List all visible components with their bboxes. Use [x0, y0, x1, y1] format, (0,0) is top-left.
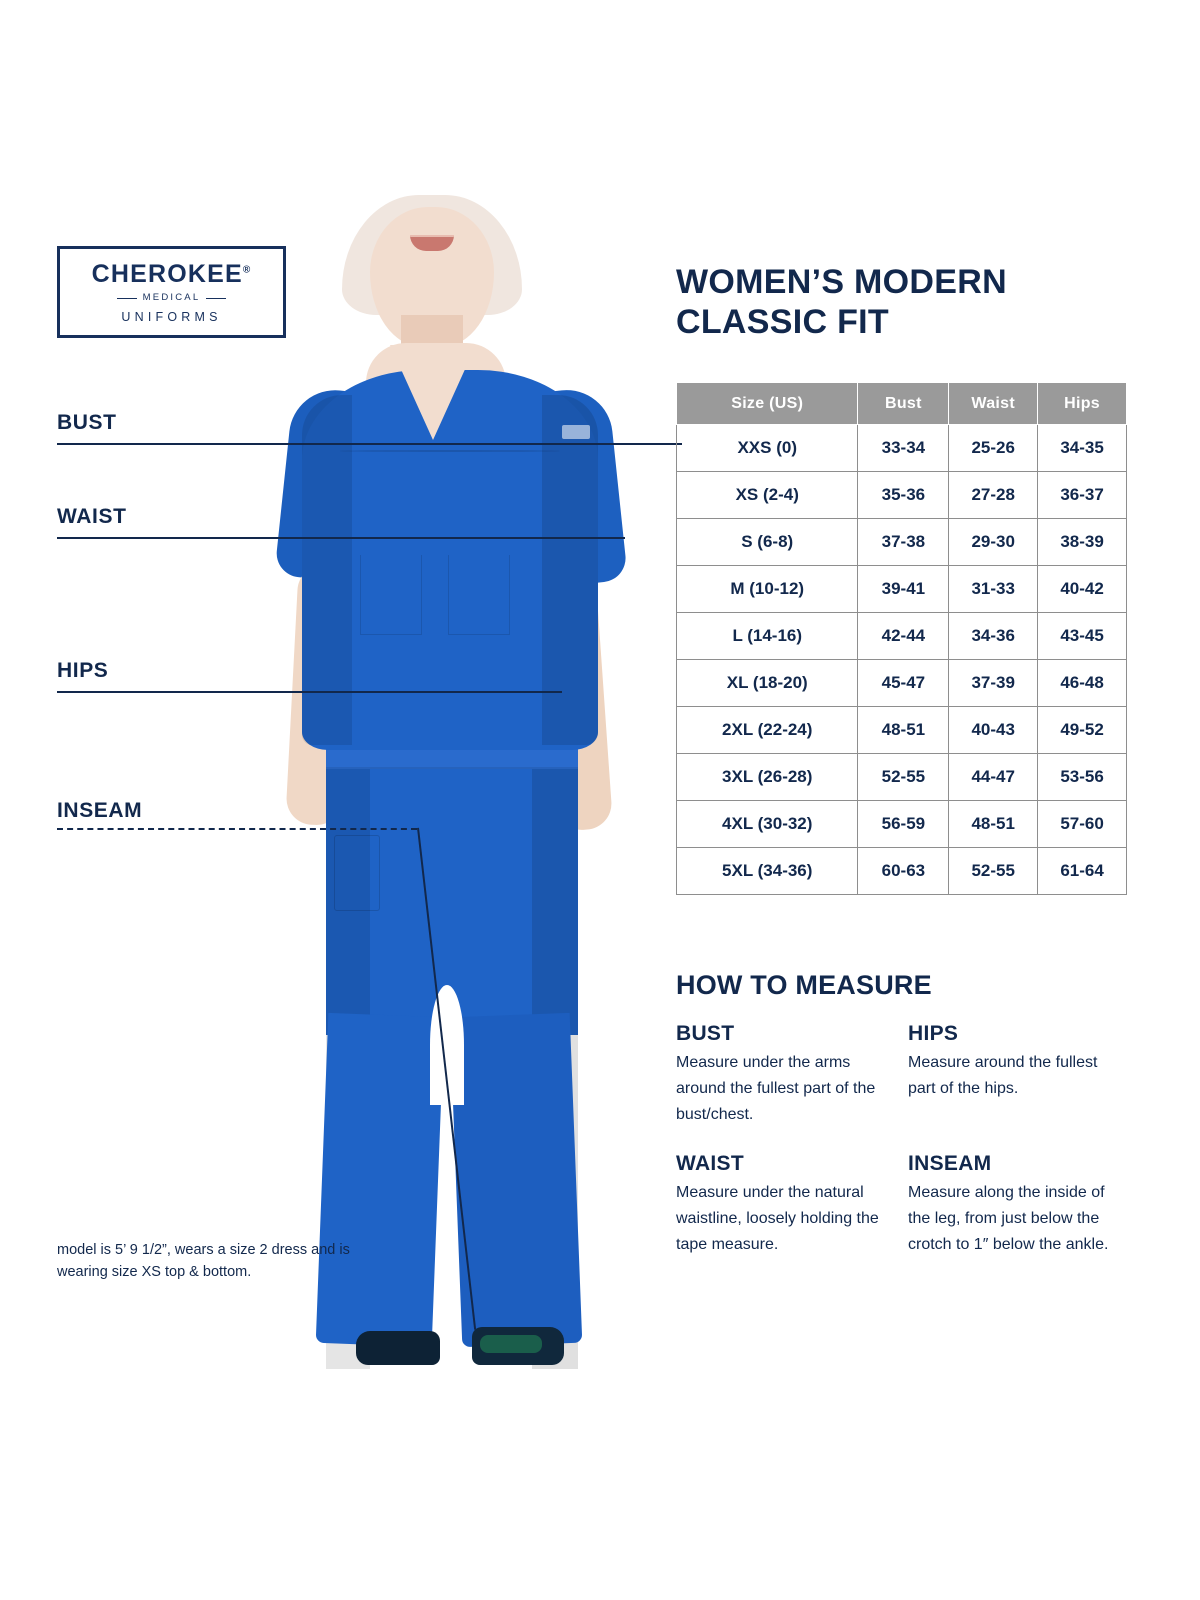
brand-name: [60, 261, 283, 287]
bust-label: BUST: [57, 411, 117, 434]
size-cell: 3XL (26-28): [677, 754, 858, 801]
measurement-cell: 37-38: [858, 519, 949, 566]
measurement-cell: 34-36: [949, 613, 1038, 660]
scrub-top-pocket-right: [448, 555, 510, 635]
how-to-measure-item-inseam: [908, 1152, 1127, 1258]
measurement-cell: 49-52: [1038, 707, 1127, 754]
scrub-top-brand-tag: [562, 425, 590, 439]
how-to-measure-title: HOW TO MEASURE: [676, 970, 932, 1000]
how-to-measure-item-waist: [676, 1152, 908, 1258]
measurement-cell: 42-44: [858, 613, 949, 660]
size-cell: 2XL (22-24): [677, 707, 858, 754]
measurement-cell: 48-51: [858, 707, 949, 754]
how-to-measure-heading-waist: WAIST: [676, 1151, 744, 1175]
measurement-cell: 45-47: [858, 660, 949, 707]
size-cell: 4XL (30-32): [677, 801, 858, 848]
table-row: [677, 707, 1127, 754]
measurement-cell: 60-63: [858, 848, 949, 895]
measurement-cell: 37-39: [949, 660, 1038, 707]
table-row: [677, 425, 1127, 472]
table-row: [677, 801, 1127, 848]
size-cell: XL (18-20): [677, 660, 858, 707]
shoe-accent: [480, 1335, 542, 1353]
model-note: model is 5’ 9 1/2”, wears a size 2 dress and is wearing size XS top & bottom.: [57, 1242, 350, 1280]
column-header-waist: Waist: [949, 383, 1038, 425]
measurement-cell: 35-36: [858, 472, 949, 519]
measurement-cell: 39-41: [858, 566, 949, 613]
measurement-cell: 46-48: [1038, 660, 1127, 707]
brand-logo: [57, 246, 286, 338]
measurement-cell: 43-45: [1038, 613, 1127, 660]
measurement-cell: 25-26: [949, 425, 1038, 472]
table-row: [677, 848, 1127, 895]
measurement-cell: 36-37: [1038, 472, 1127, 519]
how-to-measure-heading-inseam: INSEAM: [908, 1151, 992, 1175]
size-cell: XS (2-4): [677, 472, 858, 519]
page-title: WOMEN’S MODERN CLASSIC FIT: [676, 263, 1007, 342]
how-to-measure-item-bust: [676, 1022, 908, 1128]
column-header-bust: Bust: [858, 383, 949, 425]
waist-label: WAIST: [57, 505, 127, 528]
pants-cargo-pocket: [334, 835, 380, 911]
hips-label: HIPS: [57, 659, 109, 682]
how-to-measure-text-waist: Measure under the natural waistline, loosely holding the tape measure.: [676, 1183, 879, 1253]
measurement-cell: 40-42: [1038, 566, 1127, 613]
table-header-row: [677, 383, 1127, 425]
measurement-cell: 40-43: [949, 707, 1038, 754]
table-row: [677, 613, 1127, 660]
measurement-cell: 44-47: [949, 754, 1038, 801]
waist-guide-line: [57, 537, 625, 539]
column-header-hips: Hips: [1038, 383, 1127, 425]
size-cell: S (6-8): [677, 519, 858, 566]
measurement-cell: 61-64: [1038, 848, 1127, 895]
measurement-cell: 38-39: [1038, 519, 1127, 566]
column-header-size: Size (US): [677, 383, 858, 425]
bust-guide-line: [57, 443, 682, 445]
model-shoe-left: [356, 1331, 440, 1365]
brand-line-medical: MEDICAL: [142, 292, 201, 304]
measurement-cell: 34-35: [1038, 425, 1127, 472]
measurement-cell: 29-30: [949, 519, 1038, 566]
size-cell: XXS (0): [677, 425, 858, 472]
measurement-cell: 48-51: [949, 801, 1038, 848]
size-chart-header: [677, 383, 1127, 425]
size-cell: M (10-12): [677, 566, 858, 613]
size-chart-body: [677, 425, 1127, 895]
table-row: [677, 472, 1127, 519]
how-to-measure-item-hips: [908, 1022, 1127, 1128]
table-row: [677, 754, 1127, 801]
measurement-cell: 57-60: [1038, 801, 1127, 848]
scrub-top-seam: [340, 450, 560, 452]
model-illustration: [270, 195, 660, 1375]
measurement-cell: 33-34: [858, 425, 949, 472]
table-row: [677, 519, 1127, 566]
table-row: [677, 660, 1127, 707]
measurement-cell: 52-55: [858, 754, 949, 801]
scrub-top-pocket-left: [360, 555, 422, 635]
size-chart-table: [676, 382, 1127, 895]
hips-guide-line: [57, 691, 562, 693]
brand-line-uniforms: UNIFORMS: [121, 310, 222, 325]
scrub-pants-leg-left: [316, 1013, 445, 1347]
measurement-cell: 56-59: [858, 801, 949, 848]
measurement-cell: 27-28: [949, 472, 1038, 519]
inseam-label: INSEAM: [57, 799, 143, 822]
measurement-cell: 31-33: [949, 566, 1038, 613]
measurement-cell: 53-56: [1038, 754, 1127, 801]
brand-registered-mark: ®: [242, 264, 252, 276]
how-to-measure-heading-hips: HIPS: [908, 1022, 959, 1045]
how-to-measure-text-inseam: Measure along the inside of the leg, from just below the crotch to 1″ below the ankle.: [908, 1183, 1109, 1253]
how-to-measure-heading-bust: BUST: [676, 1022, 735, 1045]
how-to-measure-text-hips: Measure around the fullest part of the hips.: [908, 1054, 1098, 1097]
how-to-measure-grid: [676, 1022, 1127, 1257]
size-chart-panel: [676, 0, 1142, 1600]
brand-name-text: CHEROKEE: [91, 260, 243, 288]
size-cell: L (14-16): [677, 613, 858, 660]
table-row: [677, 566, 1127, 613]
inseam-guide-line-dashed: [57, 828, 417, 830]
measurement-cell: 52-55: [949, 848, 1038, 895]
size-cell: 5XL (34-36): [677, 848, 858, 895]
how-to-measure-text-bust: Measure under the arms around the fullest part of the bust/chest.: [676, 1054, 876, 1123]
